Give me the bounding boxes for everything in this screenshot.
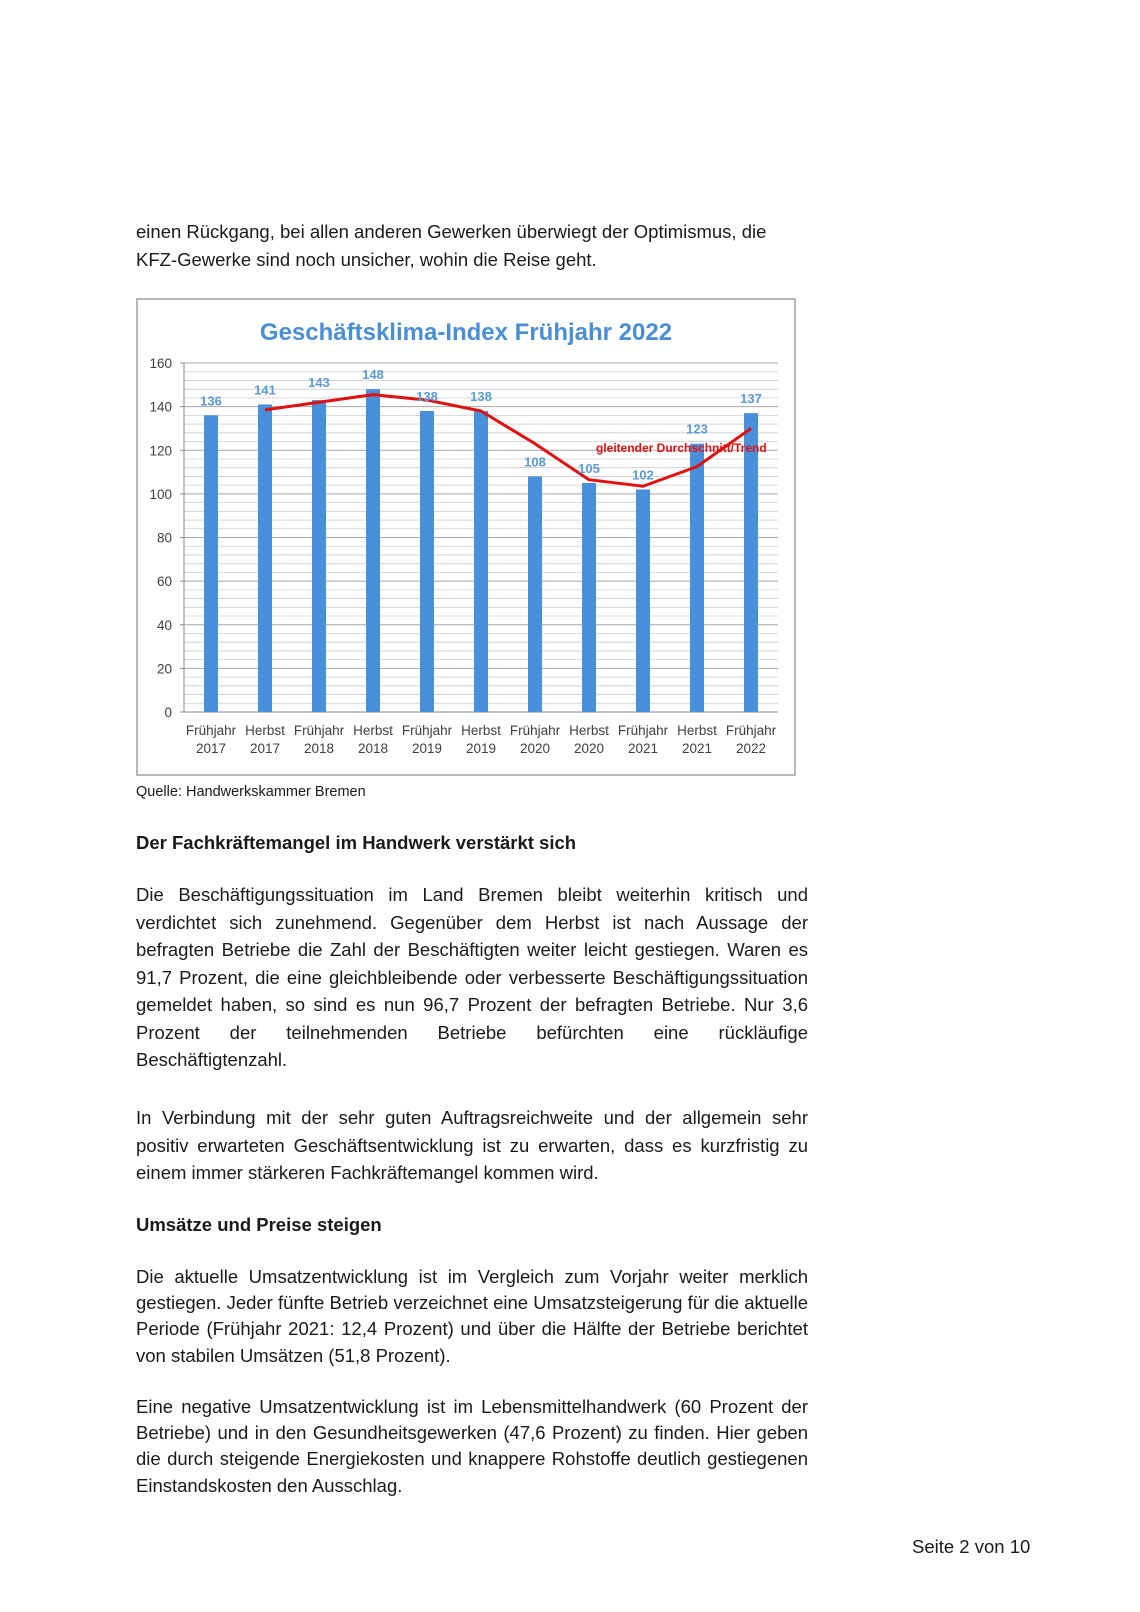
paragraph-text: Die Beschäftigungssituation im Land Bremen bleibt weiterhin kritisch und verdichtet sich zunehmend. Gegenüber dem Herbst ist nach Aussage der befragten Betriebe die Zahl der Beschäftigten weiter leicht gestiegen. Waren es 91,7 Prozent, die eine gleichbleibende oder verbesserte Beschäftigungssituation gemeldet haben, so sind es nun 96,7 Prozent der befragten Betriebe. Nur 3,6 Prozent der teilnehmenden Betriebe befürchten eine rückläufige Beschäftigtenzahl. <box>136 884 808 1070</box>
bar <box>474 411 488 712</box>
x-category-year: 2020 <box>519 741 551 756</box>
section-heading-sales-prices: Umsätze und Preise steigen <box>136 1214 382 1235</box>
x-category-label: Frühjahr <box>725 723 777 738</box>
bar <box>744 413 758 712</box>
bar <box>582 483 596 712</box>
x-category-label: Herbst <box>353 723 393 738</box>
trend-label: gleitender Durchschnitt/Trend <box>596 441 767 455</box>
data-label: 105 <box>578 460 600 476</box>
paragraph-text: Eine negative Umsatzentwicklung ist im Lebensmittelhandwerk (60 Prozent der Betriebe) und in den Gesundheitsgewerken (47,6 Prozent) zu finden. Hier geben die durch steigende Energiekosten und knappere Rohstoffe deutlich gestiegenen Einstandskosten den Ausschlag. <box>136 1396 808 1496</box>
data-label: 137 <box>740 391 762 407</box>
paragraph-negative-sales <box>136 1394 808 1499</box>
data-label: 141 <box>254 382 276 398</box>
x-category-year: 2017 <box>249 741 281 756</box>
data-label: 138 <box>470 388 492 404</box>
x-category-year: 2017 <box>195 741 227 756</box>
y-tick-label: 80 <box>156 530 172 546</box>
x-category-year: 2019 <box>465 741 497 756</box>
paragraph-text: In Verbindung mit der sehr guten Auftragsreichweite und der allgemein sehr positiv erwarteten Geschäftsentwicklung ist zu erwarten, dass es kurzfristig zu einem immer stärkeren Fachkräftemangel kommen wird. <box>136 1107 808 1183</box>
y-tick-label: 120 <box>149 443 172 459</box>
x-category-label: Herbst <box>461 723 501 738</box>
bar <box>366 389 380 712</box>
bar <box>528 476 542 712</box>
chart-title: Geschäftsklima-Index Frühjahr 2022 <box>259 319 673 346</box>
y-tick-label: 20 <box>156 661 172 677</box>
x-category-year: 2018 <box>303 741 335 756</box>
x-category-label: Frühjahr <box>509 723 561 738</box>
y-tick-label: 140 <box>149 399 172 415</box>
x-category-year: 2019 <box>411 741 443 756</box>
paragraph-order-range <box>136 1104 808 1187</box>
x-category-year: 2018 <box>357 741 389 756</box>
business-climate-chart <box>136 298 796 776</box>
x-category-year: 2022 <box>735 741 767 756</box>
bar <box>420 411 434 712</box>
data-label: 108 <box>524 454 546 470</box>
paragraph-employment <box>136 881 808 1074</box>
x-category-year: 2021 <box>627 741 659 756</box>
bar <box>636 490 650 712</box>
data-label: 148 <box>362 367 384 383</box>
chart-source: Quelle: Handwerkskammer Bremen <box>136 784 366 800</box>
y-tick-label: 40 <box>156 617 172 633</box>
bar <box>258 404 272 712</box>
bar <box>312 400 326 712</box>
data-label: 136 <box>200 393 222 409</box>
data-label: 143 <box>308 375 330 391</box>
y-tick-label: 60 <box>156 574 172 590</box>
x-category-year: 2020 <box>573 741 605 756</box>
x-category-label: Herbst <box>677 723 717 738</box>
chart-canvas <box>138 300 794 774</box>
x-category-label: Frühjahr <box>401 723 453 738</box>
intro-paragraph <box>136 218 808 273</box>
bar <box>204 415 218 712</box>
y-tick-label: 160 <box>149 356 172 371</box>
x-category-year: 2021 <box>681 741 713 756</box>
data-label: 123 <box>686 421 708 437</box>
section-heading-skilled-labor: Der Fachkräftemangel im Handwerk verstärkt sich <box>136 832 577 853</box>
data-label: 102 <box>632 467 654 483</box>
x-category-label: Herbst <box>569 723 609 738</box>
x-category-label: Frühjahr <box>185 723 237 738</box>
page-number: Seite 2 von 10 <box>912 1536 1031 1557</box>
bar <box>690 444 704 712</box>
paragraph-text: Die aktuelle Umsatzentwicklung ist im Vergleich zum Vorjahr weiter merklich gestiegen. Jeder fünfte Betrieb verzeichnet eine Umsatzsteigerung für die aktuelle Periode (Frühjahr 2021: 12,4 Prozent) und über die Hälfte der Betriebe berichtet von stabilen Umsätzen (51,8 Prozent). <box>136 1266 808 1366</box>
y-tick-label: 0 <box>164 705 172 720</box>
x-category-label: Frühjahr <box>293 723 345 738</box>
intro-line-1: einen Rückgang, bei allen anderen Gewerken überwiegt der Optimismus, die <box>136 221 767 242</box>
x-category-label: Herbst <box>245 723 285 738</box>
paragraph-sales-development <box>136 1264 808 1369</box>
x-category-label: Frühjahr <box>617 723 669 738</box>
intro-line-2: KFZ-Gewerke sind noch unsicher, wohin die Reise geht. <box>136 248 597 270</box>
y-tick-label: 100 <box>149 486 172 502</box>
data-label: 138 <box>416 388 438 404</box>
